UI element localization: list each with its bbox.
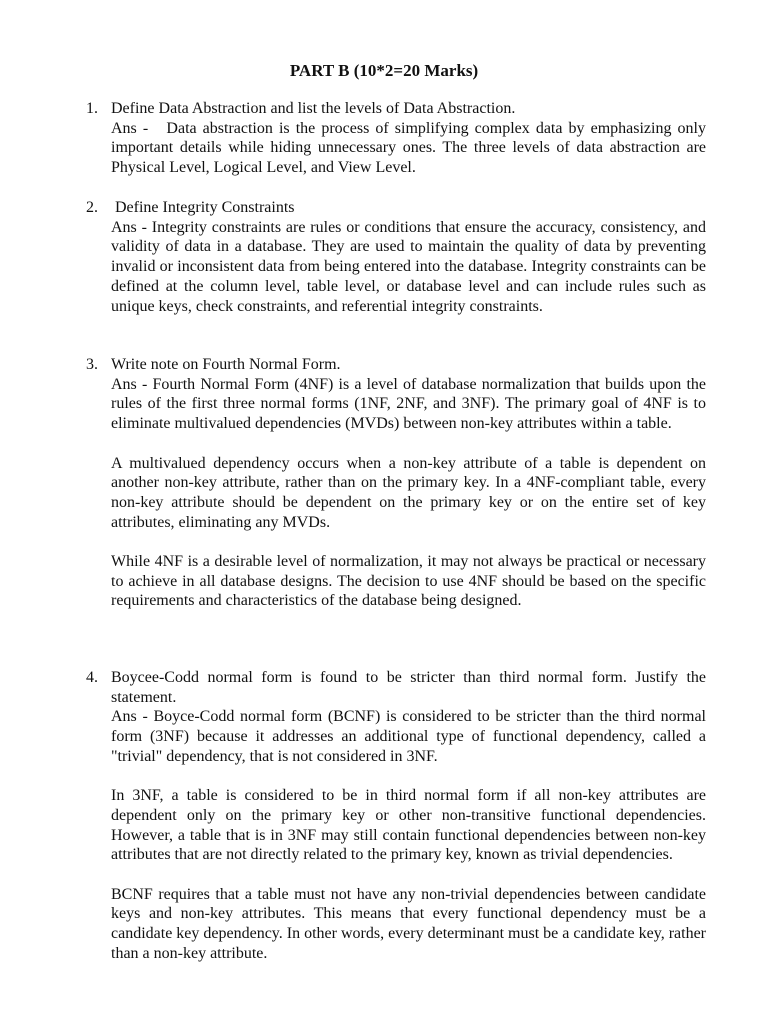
question-text: Write note on Fourth Normal Form. xyxy=(111,356,341,373)
question-4 xyxy=(86,668,706,964)
answer-text: Ans - Integrity constraints are rules or conditions that ensure the accuracy, consistency, and validity of data in a database. They are used to maintain the quality of data by preventing invalid or inconsistent data from being entered into the database. Integrity constraints can be defined at the column level, table level, or database level and can include rules such as unique keys, check constraints, and referential integrity constraints. xyxy=(111,218,706,315)
answer-paragraph: A multivalued dependency occurs when a non-key attribute of a table is dependent on another non-key attribute, rather than on the primary key. In a 4NF-compliant table, every non-key attribute should be dependent on the primary key or on the entire set of key attributes, eliminating any MVDs. xyxy=(111,454,706,531)
page-title: PART B (10*2=20 Marks) xyxy=(289,61,479,80)
question-number: 1. xyxy=(86,100,98,117)
question-text: Define Data Abstraction and list the levels of Data Abstraction. xyxy=(111,100,516,117)
answer-text: Ans - Fourth Normal Form (4NF) is a level of database normalization that builds upon the rules of the first three normal forms (1NF, 2NF, and 3NF). The primary goal of 4NF is to eliminate multivalued dependencies (MVDs) between non-key attributes within a table. xyxy=(111,375,706,433)
question-text: Boycee-Codd normal form is found to be stricter than third normal form. Justify the statement. xyxy=(111,669,706,706)
answer-text: Ans - Boyce-Codd normal form (BCNF) is considered to be stricter than the third normal form (3NF) because it addresses an additional type of functional dependency, called a "trivial" dependency, that is not considered in 3NF. xyxy=(111,708,706,765)
answer-paragraph: BCNF requires that a table must not have any non-trivial dependencies between candidate keys and non-key attributes. This means that every functional dependency must be a candidate key dependency. In other words, every determinant must be a candidate key, rather than a non-key attribute. xyxy=(111,885,707,962)
question-number: 2. xyxy=(86,199,98,216)
question-2 xyxy=(86,198,706,316)
question-text: Define Integrity Constraints xyxy=(111,199,295,216)
answer-text: Ans - Data abstraction is the process of simplifying complex data by emphasizing only important details while hiding unnecessary ones. The three levels of data abstraction are Physical Level, Logical Level, and View Level. xyxy=(111,119,710,177)
answer-paragraph: In 3NF, a table is considered to be in third normal form if all non-key attributes are dependent only on the primary key or other non-transitive functional dependencies. However, a table that is in 3NF may still contain functional dependencies between non-key attributes that are not directly related to the primary key, known as trivial dependencies. xyxy=(111,787,706,864)
answer-paragraph: While 4NF is a desirable level of normalization, it may not always be practical or necessary to achieve in all database designs. The decision to use 4NF should be based on the specific requirements and characteristics of the database being designed. xyxy=(111,553,706,610)
question-number: 3. xyxy=(86,356,98,373)
question-number: 4. xyxy=(86,669,98,686)
question-1 xyxy=(86,99,710,178)
question-3 xyxy=(86,355,706,611)
